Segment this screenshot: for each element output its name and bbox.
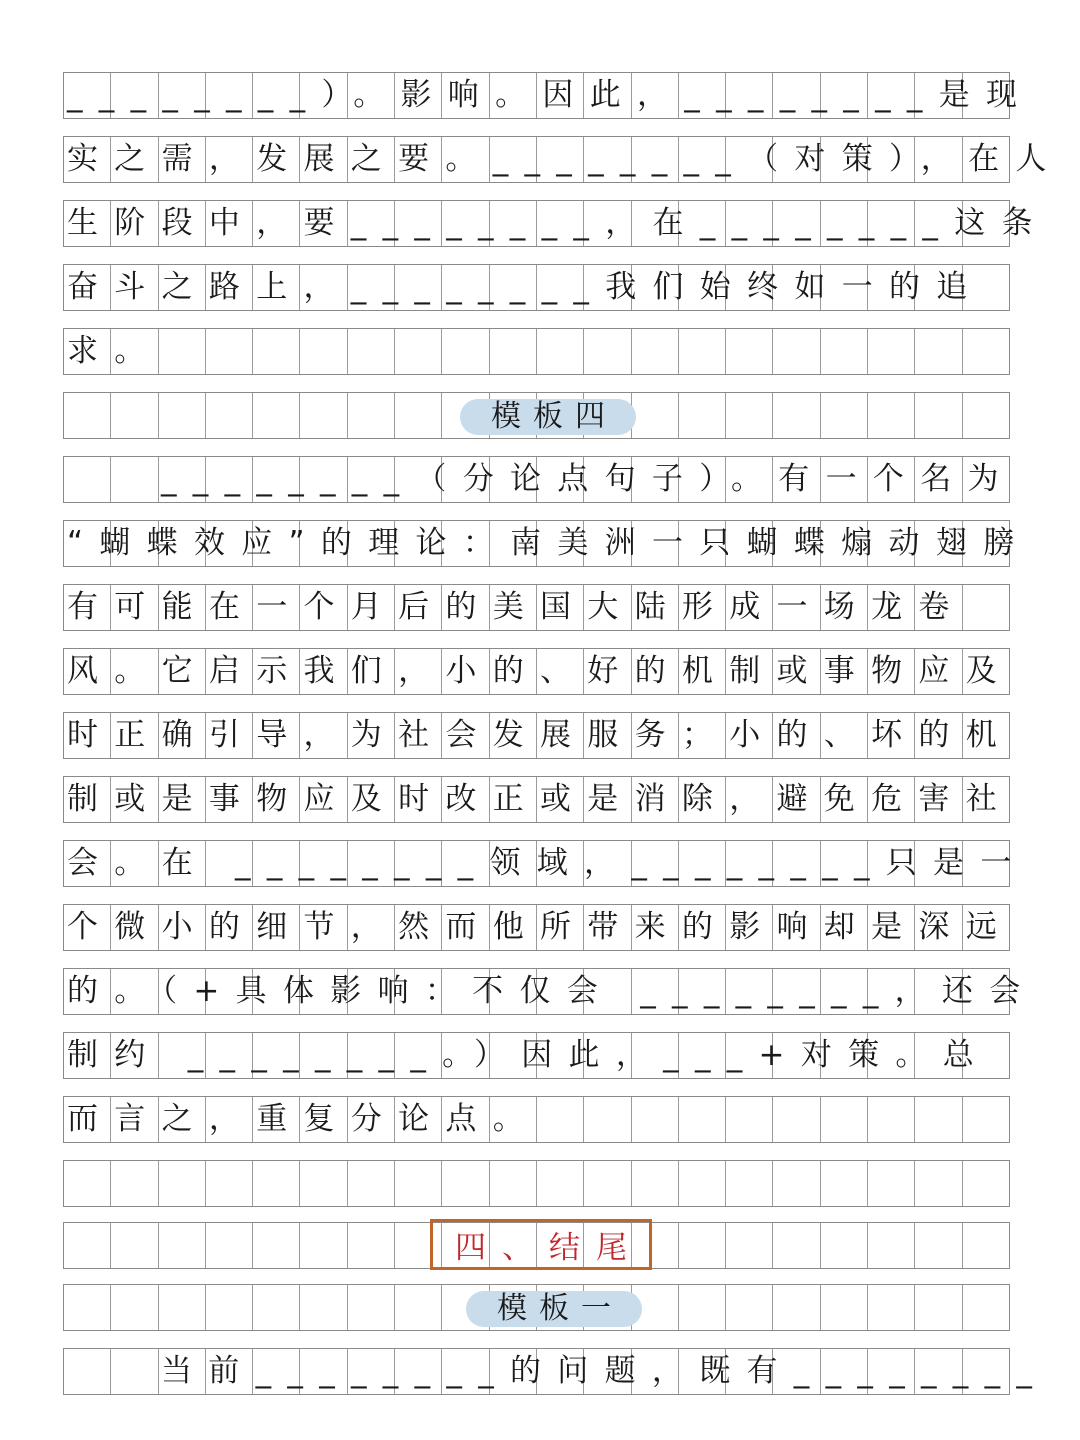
grid-row-4 (63, 264, 1010, 311)
grid-cell (64, 1161, 111, 1206)
grid-cell (915, 393, 962, 438)
grid-cell (253, 1223, 300, 1268)
row-text: 实之需，发展之要。________（对策），在人 (67, 141, 1063, 177)
row-text: 会。在 ________领域，________只是一 (67, 845, 1028, 881)
row-text: 生阶段中，要________，在________这条 (67, 205, 1049, 241)
grid-cell (348, 1223, 395, 1268)
grid-cell (206, 1161, 253, 1206)
grid-cell (159, 1285, 206, 1330)
template-one-badge: 模板一 (466, 1291, 642, 1327)
grid-row-13 (63, 840, 1028, 887)
grid-row-1 (63, 72, 1034, 119)
grid-cell (773, 393, 820, 438)
grid-cell (915, 1161, 962, 1206)
grid-cell (395, 1285, 442, 1330)
grid-cell (632, 1161, 679, 1206)
grid-cell (821, 1223, 868, 1268)
grid-cell (726, 1161, 773, 1206)
row-text: 风。它启示我们，小的、好的机制或事物应及 (67, 653, 1013, 689)
grid-cell (679, 1285, 726, 1330)
row-text: ________（分论点句子）。有一个名为 (161, 461, 1015, 497)
section-heading-conclusion: 四、结尾 (430, 1219, 652, 1270)
grid-cell (111, 1161, 158, 1206)
grid-cell (300, 1285, 347, 1330)
grid-cell (64, 1223, 111, 1268)
grid-row-6 (63, 392, 1010, 439)
grid-row-11 (63, 712, 1013, 759)
grid-cell (111, 393, 158, 438)
row-text: 当前________的问题，既有________ (161, 1353, 1049, 1389)
grid-cell (963, 1223, 1009, 1268)
row-text: 而言之，重复分论点。 (67, 1101, 540, 1137)
grid-cell (821, 1161, 868, 1206)
grid-cell (64, 1285, 111, 1330)
template-four-badge: 模板四 (460, 399, 636, 435)
grid-cell (963, 1285, 1009, 1330)
row-text: 的。（+具体影响：不仅会 ________，还会 (67, 973, 1037, 1009)
grid-cell (206, 1285, 253, 1330)
grid-row-9 (63, 584, 1010, 631)
grid-cell (442, 1161, 489, 1206)
grid-cell (490, 1161, 537, 1206)
grid-cell (253, 1161, 300, 1206)
grid-cell (773, 1285, 820, 1330)
grid-row-16 (63, 1032, 1010, 1079)
grid-cell (773, 1161, 820, 1206)
grid-row-2 (63, 136, 1063, 183)
grid-cell (915, 1223, 962, 1268)
grid-cell (584, 1161, 631, 1206)
grid-cell (868, 393, 915, 438)
grid-cells (64, 1161, 1009, 1206)
row-text: 有可能在一个月后的美国大陆形成一场龙卷 (67, 589, 966, 625)
grid-row-19 (63, 1222, 1010, 1269)
grid-row-15 (63, 968, 1037, 1015)
grid-cell (963, 393, 1009, 438)
grid-row-8 (63, 520, 1031, 567)
row-text: ________）。影响。因此，________是现 (67, 77, 1034, 113)
grid-cell (206, 1223, 253, 1268)
grid-cell (963, 1161, 1009, 1206)
grid-row-12 (63, 776, 1013, 823)
grid-cell (395, 1161, 442, 1206)
grid-cell (868, 1161, 915, 1206)
row-text: 制约 ________。）因此，___+对策。总 (67, 1037, 991, 1073)
grid-cell (159, 1161, 206, 1206)
grid-cell (537, 1161, 584, 1206)
grid-cell (773, 1223, 820, 1268)
grid-cell (348, 1285, 395, 1330)
grid-cell (300, 1161, 347, 1206)
grid-row-10 (63, 648, 1013, 695)
grid-cell (159, 1223, 206, 1268)
grid-cell (726, 393, 773, 438)
grid-cell (679, 1161, 726, 1206)
row-text: 制或是事物应及时改正或是消除，避免危害社 (67, 781, 1013, 817)
row-text: “蝴蝶效应”的理论：南美洲一只蝴蝶煽动翅膀 (67, 525, 1031, 561)
grid-cell (632, 393, 679, 438)
grid-cell (679, 1223, 726, 1268)
grid-row-21 (63, 1348, 1049, 1395)
grid-cell (111, 1223, 158, 1268)
grid-cell (159, 393, 206, 438)
grid-cell (253, 393, 300, 438)
grid-cell (348, 1161, 395, 1206)
grid-cell (679, 393, 726, 438)
grid-cell (300, 1223, 347, 1268)
row-text: 个微小的细节，然而他所带来的影响却是深远 (67, 909, 1013, 945)
grid-cell (868, 1285, 915, 1330)
grid-row-7 (63, 456, 1015, 503)
grid-cell (111, 1285, 158, 1330)
grid-cell (868, 1223, 915, 1268)
grid-cell (64, 393, 111, 438)
grid-cell (821, 393, 868, 438)
grid-cell (348, 393, 395, 438)
grid-cell (726, 1223, 773, 1268)
grid-cell (206, 393, 253, 438)
grid-row-14 (63, 904, 1013, 951)
grid-cell (726, 1285, 773, 1330)
grid-row-18-empty (63, 1160, 1010, 1207)
grid-cell (821, 1285, 868, 1330)
grid-row-5 (63, 328, 1010, 375)
row-text: 求。 (67, 333, 162, 369)
grid-row-17 (63, 1096, 1010, 1143)
grid-cell (395, 393, 442, 438)
grid-cell (300, 393, 347, 438)
row-text: 奋斗之路上，________我们始终如一的追 (67, 269, 984, 305)
grid-row-3 (63, 200, 1049, 247)
grid-cell (915, 1285, 962, 1330)
grid-cell (253, 1285, 300, 1330)
grid-row-20 (63, 1284, 1010, 1331)
row-text: 时正确引导，为社会发展服务；小的、坏的机 (67, 717, 1013, 753)
